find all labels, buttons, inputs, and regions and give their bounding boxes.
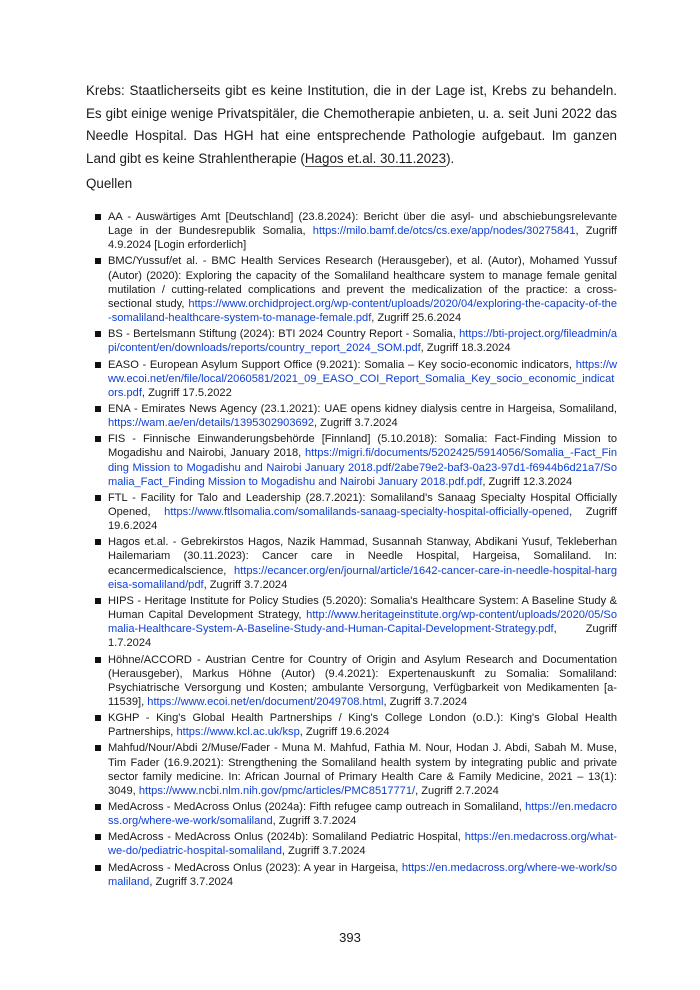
reference-link[interactable]: https://ecancer.org/en/journal/article/1642-cancer-care-in-needle-hospital-hargeisa-somaliland/pdf: [108, 564, 617, 591]
bullet-icon: [95, 657, 101, 663]
reference-text: AA - Auswärtiges Amt [Deutschland] (23.8.2024): Bericht über die asyl- und abschiebungsrelevante Lage in der Bundesrepublik Somalia,: [108, 211, 617, 238]
intro-text: Krebs: Staatlicherseits gibt es keine Institution, die in der Lage ist, Krebs zu behandeln. Es gibt einige wenige Privatspitäler, die Chemotherapie anbieten, u. a. seit Juni 2022 das Needle Hospital. Das HGH hat eine entsprechende Pathologie aufgebaut. Im ganzen Land gibt es keine Strahlentherapie (: [86, 83, 617, 166]
reference-text: FTL - Facility for Talo and Leadership (28.7.2021): Somaliland's Sanaag Specialty Hospital Officially Opened,: [108, 491, 617, 518]
reference-access: , Zugriff 3.7.2024: [149, 875, 233, 888]
reference-text: Höhne/ACCORD - Austrian Centre for Country of Origin and Asylum Research and Documentation (Herausgeber), Markus Höhne (Autor) (9.4.2021): Expertenauskunft zu Somalia: Somaliland: Psychiatrische Versorgung und Kosten; ambulante Versorgung, Verfügbarkeit von Medikamenten [a-11539],: [108, 653, 617, 708]
reference-item: [95, 711, 617, 739]
reference-access: , Zugriff 19.6.2024: [299, 726, 390, 739]
reference-link[interactable]: https://milo.bamf.de/otcs/cs.exe/app/nodes/30275841: [312, 225, 576, 238]
reference-link[interactable]: https://wam.ae/en/details/1395302903692: [108, 417, 315, 430]
reference-access: , Zugriff 12.3.2024: [482, 475, 573, 488]
reference-link[interactable]: https://www.ecoi.net/en/document/2049708.html: [147, 695, 384, 708]
reference-access: , Zugriff 17.5.2022: [141, 386, 232, 399]
reference-link[interactable]: https://bti-project.org/fileadmin/api/content/en/downloads/reports/country_report_2024_SOM.pdf: [108, 328, 617, 355]
reference-item: [95, 432, 617, 488]
reference-link[interactable]: https://www.ecoi.net/en/file/local/2060581/2021_09_EASO_COI_Report_Somalia_Key_socio_economic_indicators.pdf: [108, 358, 617, 399]
bullet-icon: [95, 362, 101, 368]
bullet-icon: [95, 258, 101, 264]
reference-item: [95, 594, 617, 650]
reference-item: [95, 358, 617, 400]
reference-link[interactable]: https://www.orchidproject.org/wp-content/uploads/2020/04/exploring-the-capacity-of-the-somaliland-healthcare-system-to-manage-female.pdf: [108, 297, 617, 324]
reference-text: MedAcross - MedAcross Onlus (2024a): Fifth refugee camp outreach in Somaliland,: [108, 801, 526, 813]
reference-item: [95, 861, 617, 889]
reference-text: Hagos et.al. - Gebrekirstos Hagos, Nazik Hammad, Susannah Stanway, Abdikani Yusuf, Tekleberhan Hailemariam (30.11.2023): Cancer care in Needle Hospital, Hargeisa, Somaliland. In: ecancermedicalscience,: [108, 536, 617, 577]
reference-access: , Zugriff 3.7.2024: [281, 845, 366, 858]
bullet-icon: [95, 214, 101, 220]
reference-item: [95, 491, 617, 533]
reference-text: HIPS - Heritage Institute for Policy Studies (5.2020): Somalia's Healthcare System: A Baseline Study & Human Capital Development Strategy,: [108, 594, 617, 622]
reference-item: [95, 741, 617, 797]
reference-text: KGHP - King's Global Health Partnerships / King's College London (o.D.): King's Global Health Partnerships,: [108, 712, 617, 739]
reference-access: , Zugriff 3.7.2024: [314, 417, 398, 430]
bullet-icon: [95, 715, 101, 721]
bullet-icon: [95, 745, 101, 751]
reference-access: , Zugriff 1.7.2024: [108, 623, 617, 650]
reference-link[interactable]: https://www.ncbi.nlm.nih.gov/pmc/articles/PMC8517771/: [138, 784, 416, 797]
bullet-icon: [95, 406, 101, 412]
bullet-icon: [95, 598, 101, 604]
reference-text: FIS - Finnische Einwanderungsbehörde [Finnland] (5.10.2018): Somalia: Fact-Finding Mission to Mogadishu and Nairobi, January 2018,: [108, 433, 617, 460]
page-number: 393: [339, 930, 361, 945]
bullet-icon: [95, 865, 101, 871]
reference-text: EASO - European Asylum Support Office (9.2021): Somalia – Key socio-economic indicators,: [108, 358, 576, 371]
reference-link[interactable]: https://www.kcl.ac.uk/ksp: [176, 726, 300, 739]
bullet-icon: [95, 495, 101, 501]
intro-end: ).: [446, 150, 455, 166]
reference-access: , Zugriff 25.6.2024: [371, 311, 462, 324]
reference-link[interactable]: http://www.heritageinstitute.org/wp-content/uploads/2020/05/Somalia-Healthcare-System-A-Baseline-Study-and-Human-Capital-Development-Strategy.pdf: [108, 609, 617, 636]
reference-text: MedAcross - MedAcross Onlus (2023): A year in Hargeisa,: [108, 861, 402, 874]
reference-item: [95, 830, 617, 858]
reference-item: [95, 327, 617, 355]
reference-link[interactable]: https://en.medacross.org/where-we-work/somaliland: [108, 801, 617, 828]
reference-item: [95, 254, 617, 324]
reference-access: , Zugriff 3.7.2024: [203, 578, 288, 591]
reference-item: [95, 535, 617, 591]
reference-item: [95, 210, 617, 252]
reference-item: [95, 653, 617, 709]
bullet-icon: [95, 539, 101, 545]
reference-item: [95, 402, 617, 430]
citation-link[interactable]: Hagos et.al. 30.11.2023: [304, 150, 447, 166]
reference-text: MedAcross - MedAcross Onlus (2024b): Somaliland Pediatric Hospital,: [108, 831, 465, 844]
reference-link[interactable]: https://migri.fi/documents/5202425/5914056/Somalia_-Fact_Finding Mission to Mogadishu and Nairobi January 2018.pdf/2abe79e2-baf3-0a23-97d1-f6944b6d21a7/Somalia_Fact_Finding Mission to Mogadishu and Nairobi January 2018.pdf.pdf: [108, 447, 617, 488]
sources-heading: Quellen: [86, 176, 133, 191]
bullet-icon: [95, 804, 101, 810]
reference-text: Mahfud/Nour/Abdi 2/Muse/Fader - Muna M. Mahfud, Fathia M. Nour, Hodan J. Abdi, Sabah M. Muse, Tim Fader (16.9.2021): Strengthening the Somaliland health system by integrating public and private sector family medicine. In: African Journal of Primary Health Care & Family Medicine, 2021 – 13(1): 3049,: [108, 742, 617, 797]
bullet-icon: [95, 331, 101, 337]
reference-access: , Zugriff 3.7.2024: [383, 695, 468, 708]
intro-paragraph: [86, 80, 617, 170]
reference-access: , Zugriff 2.7.2024: [415, 784, 499, 797]
reference-access: , Zugriff 18.3.2024: [420, 342, 511, 355]
bullet-icon: [95, 834, 101, 840]
reference-access: , Zugriff 3.7.2024: [272, 815, 357, 828]
reference-access: , Zugriff 4.9.2024 [Login erforderlich]: [108, 225, 617, 252]
bullet-icon: [95, 436, 101, 442]
reference-text: ENA - Emirates News Agency (23.1.2021): UAE opens kidney dialysis centre in Hargeisa, Somaliland,: [108, 402, 617, 415]
reference-text: BMC/Yussuf/et al. - BMC Health Services Research (Herausgeber), et al. (Autor), Mohamed Yussuf (Autor) (2020): Exploring the capacity of the Somaliland healthcare system to manage female genital mutilation / cutting-related complications and prevent the medicalization of the practice: a cross-sectional study,: [108, 255, 617, 310]
reference-item: [95, 800, 617, 828]
reference-link[interactable]: https://en.medacross.org/what-we-do/pediatric-hospital-somaliland: [108, 831, 617, 858]
reference-access: , Zugriff 19.6.2024: [108, 506, 617, 533]
reference-text: BS - Bertelsmann Stiftung (2024): BTI 2024 Country Report - Somalia,: [108, 328, 460, 341]
reference-link[interactable]: https://www.ftlsomalia.com/somalilands-sanaag-specialty-hospital-officially-opened: [164, 506, 570, 518]
reference-link[interactable]: https://en.medacross.org/where-we-work/somaliland: [108, 861, 617, 888]
reference-list: [95, 210, 617, 891]
